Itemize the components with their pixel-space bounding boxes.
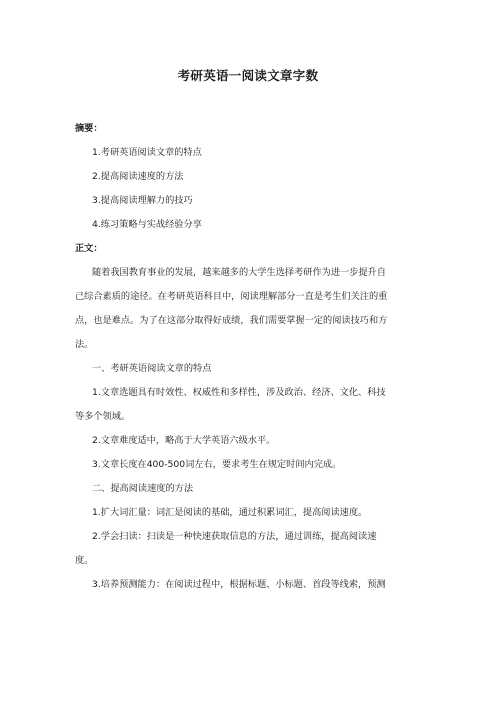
abstract-item: 3.提高阅读理解力的技巧 [92, 195, 193, 206]
section1-paragraph-line: 3.文章长度在400-500词左右，要求考生在规定时间内完成。 [92, 459, 342, 470]
section1-paragraph-line: 等多个领域。 [75, 411, 131, 422]
section2-paragraph-line: 3.培养预测能力：在阅读过程中，根据标题、小标题、首段等线索，预测 [92, 579, 386, 590]
section2-heading: 二、提高阅读速度的方法 [92, 483, 194, 494]
document-title: 考研英语一阅读文章字数 [177, 68, 319, 83]
intro-paragraph-line: 法。 [75, 339, 94, 350]
section2-paragraph-line: 1.扩大词汇量：词汇是阅读的基础，通过积累词汇，提高阅读速度。 [92, 507, 368, 518]
intro-paragraph-line: 点，也是难点。为了在这部分取得好成绩，我们需要掌握一定的阅读技巧和方 [75, 315, 388, 326]
intro-paragraph-line: 随着我国教育事业的发展，越来越多的大学生选择考研作为进一步提升自 [92, 267, 386, 278]
body-label: 正文： [75, 243, 103, 254]
section2-paragraph-line: 2.学会扫读：扫读是一种快速获取信息的方法，通过训练，提高阅读速 [92, 531, 377, 542]
section1-paragraph-line: 2.文章难度适中，略高于大学英语六级水平。 [92, 435, 276, 446]
abstract-label: 摘要： [75, 123, 103, 134]
abstract-item: 1.考研英语阅读文章的特点 [92, 147, 202, 158]
intro-paragraph-line: 己综合素质的途径。在考研英语科目中，阅读理解部分一直是考生们关注的重 [75, 291, 388, 302]
abstract-item: 2.提高阅读速度的方法 [92, 171, 184, 182]
abstract-item: 4.练习策略与实战经验分享 [92, 219, 202, 230]
section2-paragraph-line: 度。 [75, 555, 94, 566]
section1-paragraph-line: 1.文章选题具有时效性、权威性和多样性，涉及政治、经济、文化、科技 [92, 387, 386, 398]
section1-heading: 一、考研英语阅读文章的特点 [92, 363, 212, 374]
